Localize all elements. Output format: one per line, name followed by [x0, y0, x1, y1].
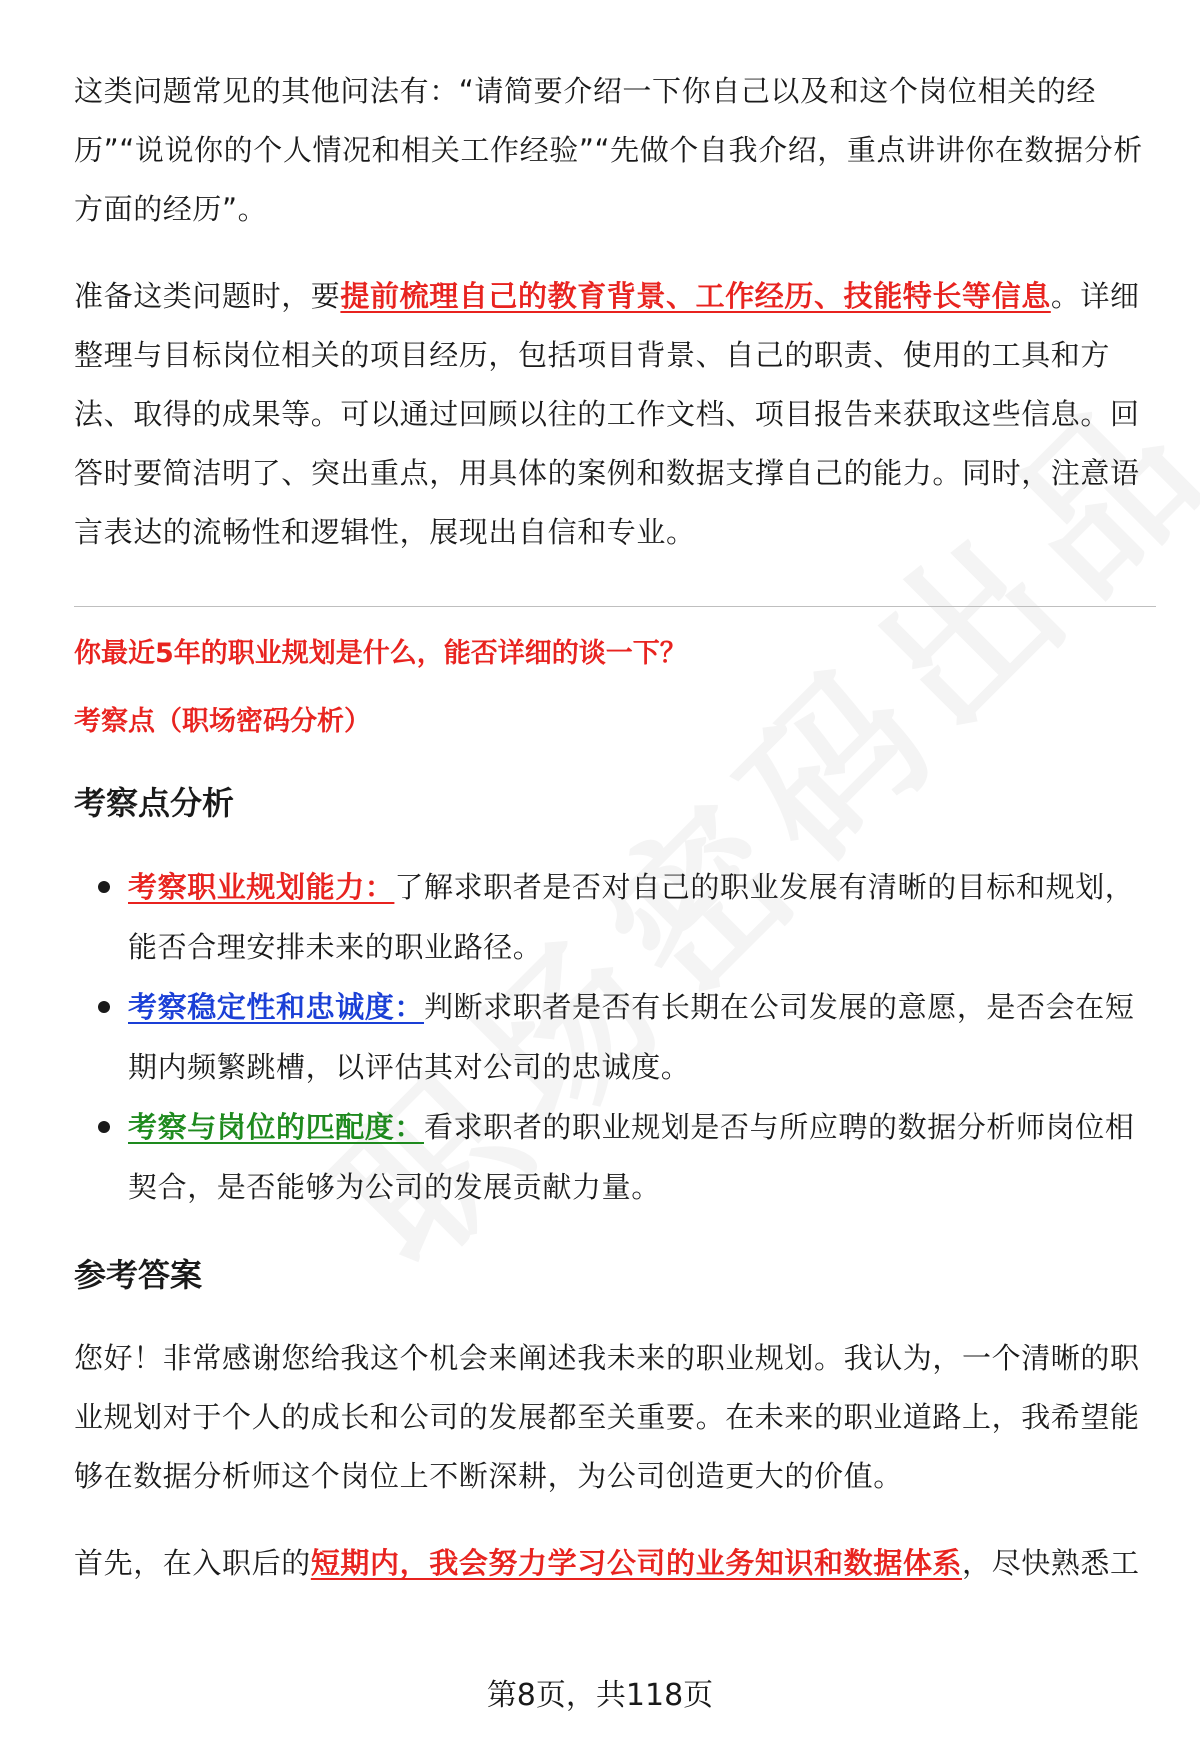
- point-keyword: 考察稳定性和忠诚度：: [128, 990, 425, 1024]
- page-number: 第8页，共118页: [486, 1678, 714, 1713]
- list-item: [128, 977, 1156, 1097]
- answer-paragraph-1: 您好！非常感谢您给我这个机会来阐述我未来的职业规划。我认为，一个清晰的职业规划对于个人的成长和公司的发展都至关重要。在未来的职业道路上，我希望能够在数据分析师这个岗位上不断深耕，为公司创造更大的价值。: [74, 1341, 1140, 1493]
- section-divider: [74, 606, 1156, 607]
- list-item: [128, 857, 1156, 977]
- point-keyword: 考察职业规划能力：: [128, 870, 395, 904]
- intro-paragraph-2: [74, 267, 1156, 562]
- point-keyword: 考察与岗位的匹配度：: [128, 1110, 425, 1144]
- point-text: 了解求职者是否对自己的职业发展有清晰的目标和规划，能否合理安排未来的职业路径。: [128, 870, 1135, 964]
- answer-p2-after: ，尽快熟悉工: [962, 1546, 1140, 1580]
- document-page: [74, 62, 1156, 1621]
- bullet-icon: [98, 1001, 110, 1013]
- answer-paragraph-2: [74, 1534, 1156, 1593]
- bullet-icon: [98, 881, 110, 893]
- intro-p2-before: 准备这类问题时，要: [74, 279, 341, 313]
- intro-p2-highlight: 提前梳理自己的教育背景、工作经历、技能特长等信息: [340, 279, 1051, 313]
- answer-heading: 参考答案: [74, 1256, 203, 1294]
- analysis-list: [74, 857, 1156, 1217]
- point-text: 看求职者的职业规划是否与所应聘的数据分析师岗位相契合，是否能够为公司的发展贡献力量。: [128, 1110, 1135, 1204]
- analysis-heading: 考察点分析: [74, 784, 235, 822]
- bullet-icon: [98, 1121, 110, 1133]
- point-text: 判断求职者是否有长期在公司发展的意愿，是否会在短期内频繁跳槽，以评估其对公司的忠诚度。: [128, 990, 1135, 1084]
- intro-p2-after: 。详细整理与目标岗位相关的项目经历，包括项目背景、自己的职责、使用的工具和方法、取得的成果等。可以通过回顾以往的工作文档、项目报告来获取这些信息。回答时要简洁明了、突出重点，用具体的案例和数据支撑自己的能力。同时，注意语言表达的流畅性和逻辑性，展现出自信和专业。: [74, 279, 1140, 549]
- intro-paragraph-1: 这类问题常见的其他问法有：“请简要介绍一下你自己以及和这个岗位相关的经历”“说说你的个人情况和相关工作经验”“先做个自我介绍，重点讲讲你在数据分析方面的经历”。: [74, 74, 1143, 226]
- question-title: 你最近5年的职业规划是什么，能否详细的谈一下？: [74, 638, 687, 669]
- question-subtitle: 考察点（职场密码分析）: [74, 706, 371, 737]
- list-item: [128, 1097, 1156, 1217]
- answer-p2-before: 首先，在入职后的: [74, 1546, 311, 1580]
- answer-p2-highlight: 短期内，我会努力学习公司的业务知识和数据体系: [310, 1546, 963, 1580]
